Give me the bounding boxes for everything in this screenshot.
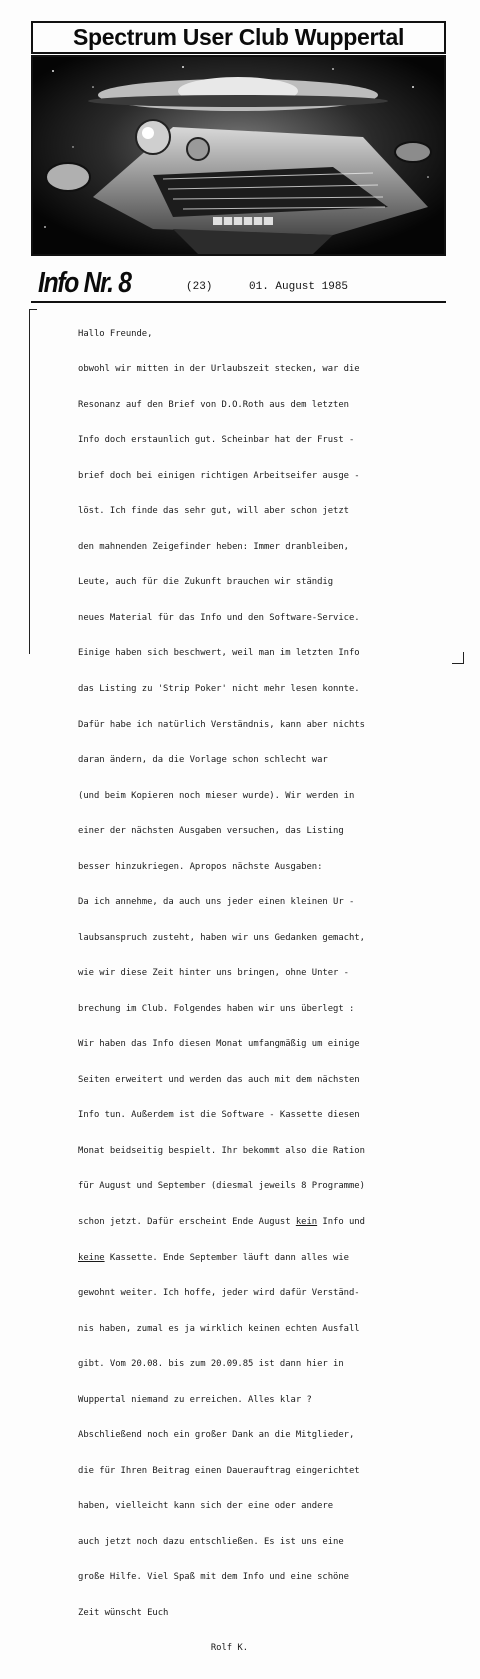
letter-line: das Listing zu 'Strip Poker' nicht mehr lesen konnte. — [78, 684, 360, 694]
issue-date: 01. August 1985 — [249, 281, 349, 293]
masthead-box — [31, 21, 446, 54]
masthead-title: Spectrum User Club Wuppertal — [72, 24, 405, 50]
letter-line-rest: Kassette. Ende September läuft dann alles wie — [104, 1252, 349, 1263]
letter-line: Seiten erweitert und werden das auch mit dem nächsten — [78, 1074, 360, 1085]
letter-line: für August und September (diesmal jeweils 8 Programme) — [78, 1181, 365, 1192]
letter-line-with-emphasis — [78, 1217, 450, 1229]
letter-line: brief doch bei einigen richtigen Arbeitseifer ausge - — [78, 470, 360, 481]
letter-line: gewohnt weiter. Ich hoffe, jeder wird dafür Verständ- — [78, 1288, 360, 1299]
letter-line: Zeit wünscht Euch — [78, 1607, 169, 1618]
letter-line: daran ändern, da die Vorlage schon schlecht war — [78, 755, 328, 766]
letter-body — [78, 305, 450, 1679]
issue-sequence: (23) — [186, 281, 213, 293]
letter-line-text: schon jetzt. Dafür erscheint Ende August — [78, 1216, 296, 1227]
letter-line: brechung im Club. Folgendes haben wir uns überlegt : — [78, 1003, 355, 1014]
letter-line: Einige haben sich beschwert, weil man im letzten Info — [78, 648, 360, 659]
letter-line: Resonanz auf den Brief von D.O.Roth aus dem letzten — [78, 399, 349, 410]
letter-line: Wir haben das Info diesen Monat umfangmäßig um einige — [78, 1039, 360, 1050]
letter-line-tail: Info und — [317, 1216, 365, 1227]
letter-line: auch jetzt noch dazu entschließen. Es ist uns eine — [78, 1536, 344, 1547]
letter-line: Info doch erstaunlich gut. Scheinbar hat der Frust - — [78, 435, 355, 446]
letter-line: Dafür habe ich natürlich Verständnis, kann aber nichts — [78, 719, 365, 730]
letter-greeting: Hallo Freunde, — [78, 328, 153, 339]
letter-line: Da ich annehme, da auch uns jeder einen kleinen Ur - — [78, 897, 355, 908]
letter-line: Monat beidseitig bespielt. Ihr bekommt also die Ration — [78, 1145, 365, 1156]
letter-line: löst. Ich finde das sehr gut, will aber schon jetzt — [78, 506, 349, 517]
letter-line: große Hilfe. Viel Spaß mit dem Info und eine schöne — [78, 1572, 349, 1583]
issue-info-bar — [31, 265, 446, 305]
emphasis-kein: kein — [295, 1216, 318, 1227]
letter-line: nis haben, zumal es ja wirklich keinen echten Ausfall — [78, 1323, 360, 1334]
letter-line: wie wir diese Zeit hinter uns bringen, ohne Unter - — [78, 968, 349, 979]
letter-line: Leute, auch für die Zukunft brauchen wir ständig — [78, 577, 334, 588]
letter-line: (und beim Kopieren noch mieser wurde). Wir werden in — [78, 790, 355, 801]
letter-line: einer der nächsten Ausgaben versuchen, das Listing — [78, 826, 344, 837]
letter-line: laubsanspruch zusteht, haben wir uns Gedanken gemacht, — [78, 932, 365, 943]
issue-number: Info Nr. 8 — [38, 267, 131, 299]
divider-rule — [31, 301, 446, 303]
letter-line: die für Ihren Beitrag einen Dauerauftrag eingerichtet — [78, 1465, 360, 1476]
right-margin-mark — [452, 652, 464, 664]
letter-line: den mahnenden Zeigefinder heben: Immer dranbleiben, — [78, 541, 349, 552]
left-margin-mark — [29, 309, 37, 654]
letter-line — [78, 1253, 450, 1265]
signature-name: Rolf K. — [210, 1643, 249, 1654]
letter-line: Abschließend noch ein großer Dank an die Mitglieder, — [78, 1430, 355, 1441]
letter-line: obwohl wir mitten in der Urlaubszeit stecken, war die — [78, 364, 360, 375]
letter-line: Wuppertal niemand zu erreichen. Alles klar ? — [78, 1394, 312, 1405]
emphasis-keine: keine — [78, 1252, 105, 1263]
letter-line: haben, vielleicht kann sich der eine oder andere — [78, 1501, 334, 1512]
spaceship-illustration — [31, 55, 446, 256]
letter-line: neues Material für das Info und den Software-Service. — [78, 612, 360, 623]
letter-line: gibt. Vom 20.08. bis zum 20.09.85 ist dann hier in — [78, 1359, 344, 1370]
letter-line: besser hinzukriegen. Apropos nächste Ausgaben: — [78, 861, 323, 872]
letter-line: Info tun. Außerdem ist die Software - Kassette diesen — [78, 1110, 360, 1121]
letter-signature — [78, 1643, 450, 1655]
